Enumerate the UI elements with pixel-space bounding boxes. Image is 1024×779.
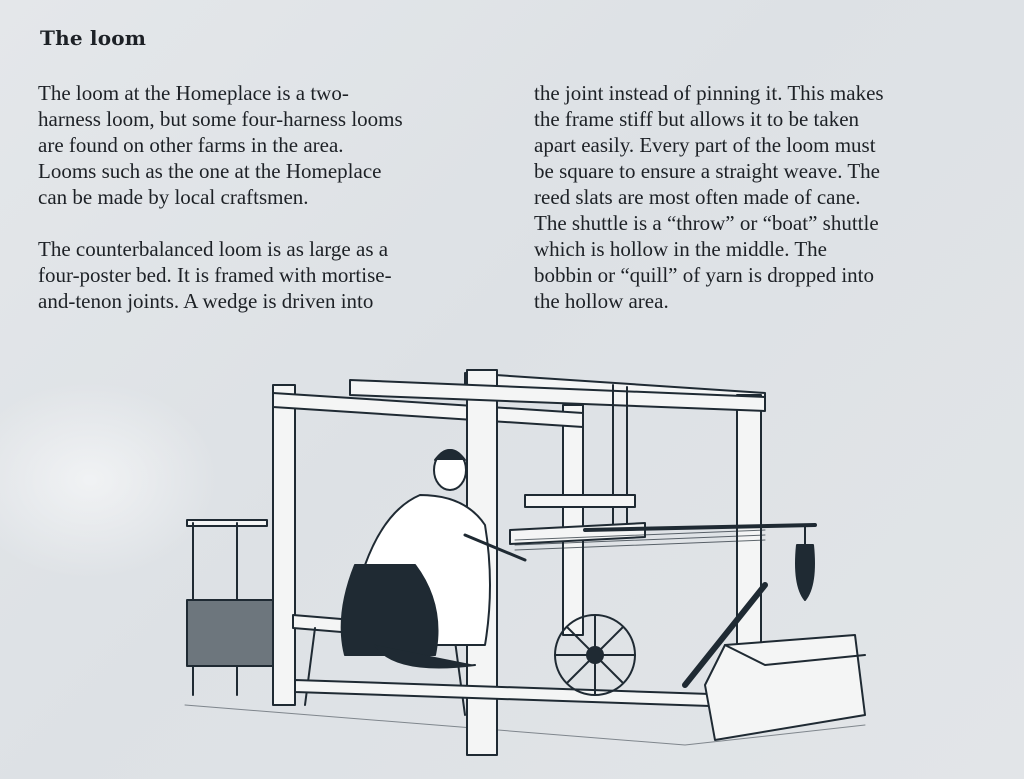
text-line: the joint instead of pinning it. This makes (534, 81, 884, 105)
text-line: reed slats are most often made of cane. (534, 185, 861, 209)
paragraph-1 (38, 80, 508, 210)
text-line: be square to ensure a straight weave. The (534, 159, 880, 183)
text-line: Looms such as the one at the Homeplace (38, 159, 382, 183)
text-line: bobbin or “quill” of yarn is dropped into (534, 263, 875, 287)
paragraph-2 (38, 236, 508, 314)
page-title: The loom (40, 26, 147, 50)
text-line: the frame stiff but allows it to be taken (534, 107, 860, 131)
text-line: The shuttle is a “throw” or “boat” shuttle (534, 211, 879, 235)
right-column (534, 80, 1004, 340)
left-column (38, 80, 508, 340)
text-line: the hollow area. (534, 289, 669, 313)
text-line: harness loom, but some four-harness looms (38, 107, 403, 131)
text-line: can be made by local craftsmen. (38, 185, 309, 209)
text-line: apart easily. Every part of the loom must (534, 133, 876, 157)
text-line: The counterbalanced loom is as large as a (38, 237, 389, 261)
text-line: four-poster bed. It is framed with mortise- (38, 263, 392, 287)
text-line: which is hollow in the middle. The (534, 237, 827, 261)
loom-weaver-illustration-icon (165, 345, 875, 765)
paragraph-3 (534, 80, 1004, 314)
text-line: are found on other farms in the area. (38, 133, 344, 157)
text-line: and-tenon joints. A wedge is driven into (38, 289, 374, 313)
text-line: The loom at the Homeplace is a two- (38, 81, 349, 105)
